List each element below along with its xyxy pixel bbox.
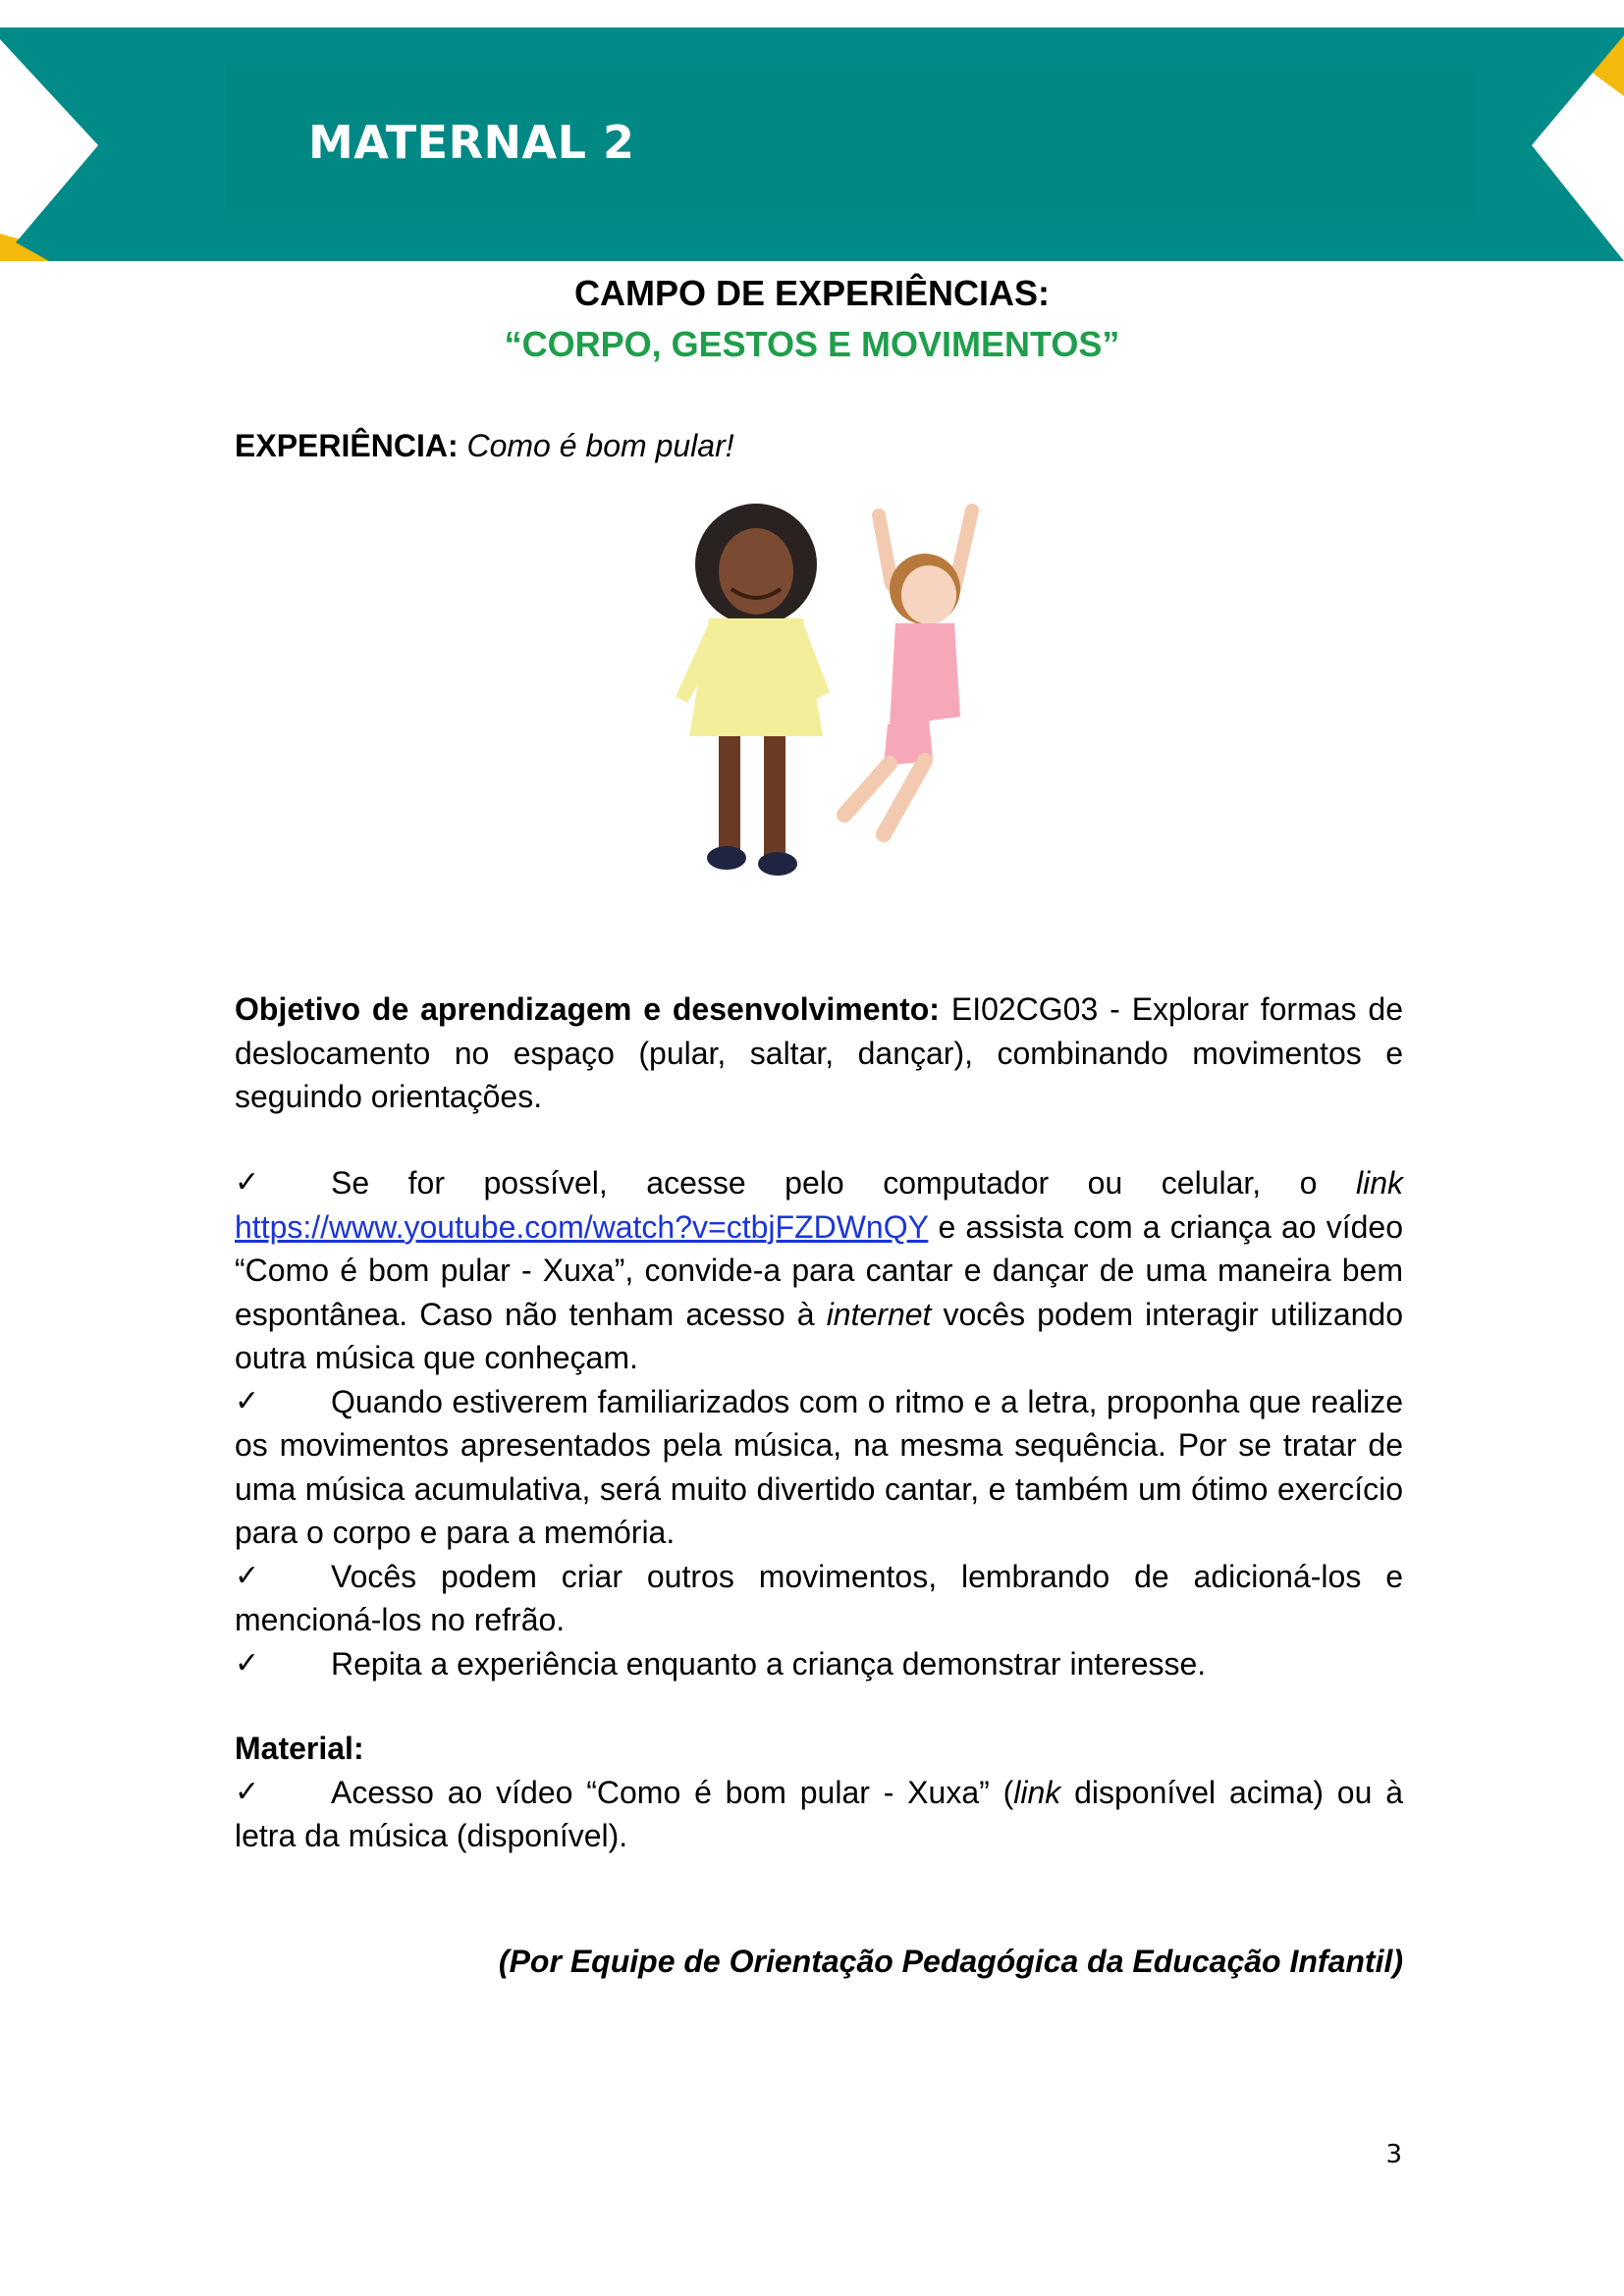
checkmark-icon: ✓ bbox=[235, 1558, 260, 1593]
experiencia-line bbox=[235, 424, 1403, 468]
item3-text: Vocês podem criar outros movimentos, lembrando de adicioná-los e mencioná-los no refrão. bbox=[235, 1558, 1403, 1637]
item2-text: Quando estiverem familiarizados com o ritmo e a letra, proponha que realize os movimentos apresentados pela música, na mesma sequência. Por se tratar de uma música acumulativa, será muito divertido cantar, e também um ótimo exercício para o corpo e para a memória. bbox=[235, 1383, 1403, 1550]
credit-line: (Por Equipe de Orientação Pedagógica da Educação Infantil) bbox=[498, 1944, 1403, 1979]
item4-text: Repita a experiência enquanto a criança demonstrar interesse. bbox=[331, 1645, 1207, 1682]
experiencia-value: Como é bom pular! bbox=[466, 428, 734, 463]
material-label: Material: bbox=[235, 1731, 364, 1766]
checkmark-icon: ✓ bbox=[235, 1774, 260, 1809]
children-jumping-image bbox=[648, 491, 1001, 903]
objetivo-label: Objetivo de aprendizagem e desenvolvimento: bbox=[235, 991, 940, 1027]
header-banner bbox=[0, 27, 1624, 261]
banner-shape bbox=[0, 27, 1624, 261]
list-item bbox=[235, 1161, 1403, 1380]
material-italic-link: link bbox=[1013, 1774, 1061, 1810]
material-text-a: Acesso ao vídeo “Como é bom pular - Xuxa” ( bbox=[331, 1774, 1014, 1810]
checkmark-icon: ✓ bbox=[235, 1645, 260, 1681]
objetivo-text: EI02CG03 - Explorar formas de deslocamento no espaço (pular, saltar, dançar), combinando movimentos e seguindo orientações. bbox=[235, 991, 1404, 1114]
youtube-link[interactable]: https://www.youtube.com/watch?v=ctbjFZDWnQY bbox=[235, 1208, 929, 1245]
checkmark-icon: ✓ bbox=[235, 1383, 260, 1418]
campo-name: “CORPO, GESTOS E MOVIMENTOS” bbox=[504, 324, 1120, 364]
list-item bbox=[235, 1380, 1403, 1555]
list-item bbox=[235, 1771, 1403, 1858]
item1-text-a: Se for possível, acesse pelo computador ou celular, o bbox=[331, 1165, 1356, 1201]
item1-italic-internet: internet bbox=[826, 1296, 932, 1332]
campo-heading: CAMPO DE EXPERIÊNCIAS: bbox=[573, 273, 1051, 313]
objetivo-paragraph bbox=[235, 988, 1403, 1119]
checkmark-icon: ✓ bbox=[235, 1165, 260, 1200]
material-section bbox=[235, 1727, 1403, 1858]
list-item bbox=[235, 1555, 1403, 1642]
experiencia-label: EXPERIÊNCIA: bbox=[235, 428, 459, 463]
child-left-figure bbox=[676, 504, 830, 876]
child-right-figure bbox=[844, 510, 972, 834]
banner-title: MATERNAL 2 bbox=[308, 116, 635, 169]
page-number: 3 bbox=[1385, 2140, 1402, 2169]
instructions-list bbox=[235, 1161, 1403, 1685]
item1-italic-link-word: link bbox=[1355, 1165, 1403, 1201]
item1-text-c: vocês podem interagir utilizando outra música que conheçam. bbox=[235, 1296, 1404, 1375]
material-text-b: disponível acima) ou à letra da música (disponível). bbox=[235, 1774, 1404, 1853]
list-item bbox=[235, 1642, 1403, 1686]
item1-text-b: e assista com a criança ao vídeo “Como é bom pular - Xuxa”, convide-a para cantar e dançar de uma maneira bem espontânea. Caso não tenham acesso à bbox=[235, 1208, 1403, 1332]
